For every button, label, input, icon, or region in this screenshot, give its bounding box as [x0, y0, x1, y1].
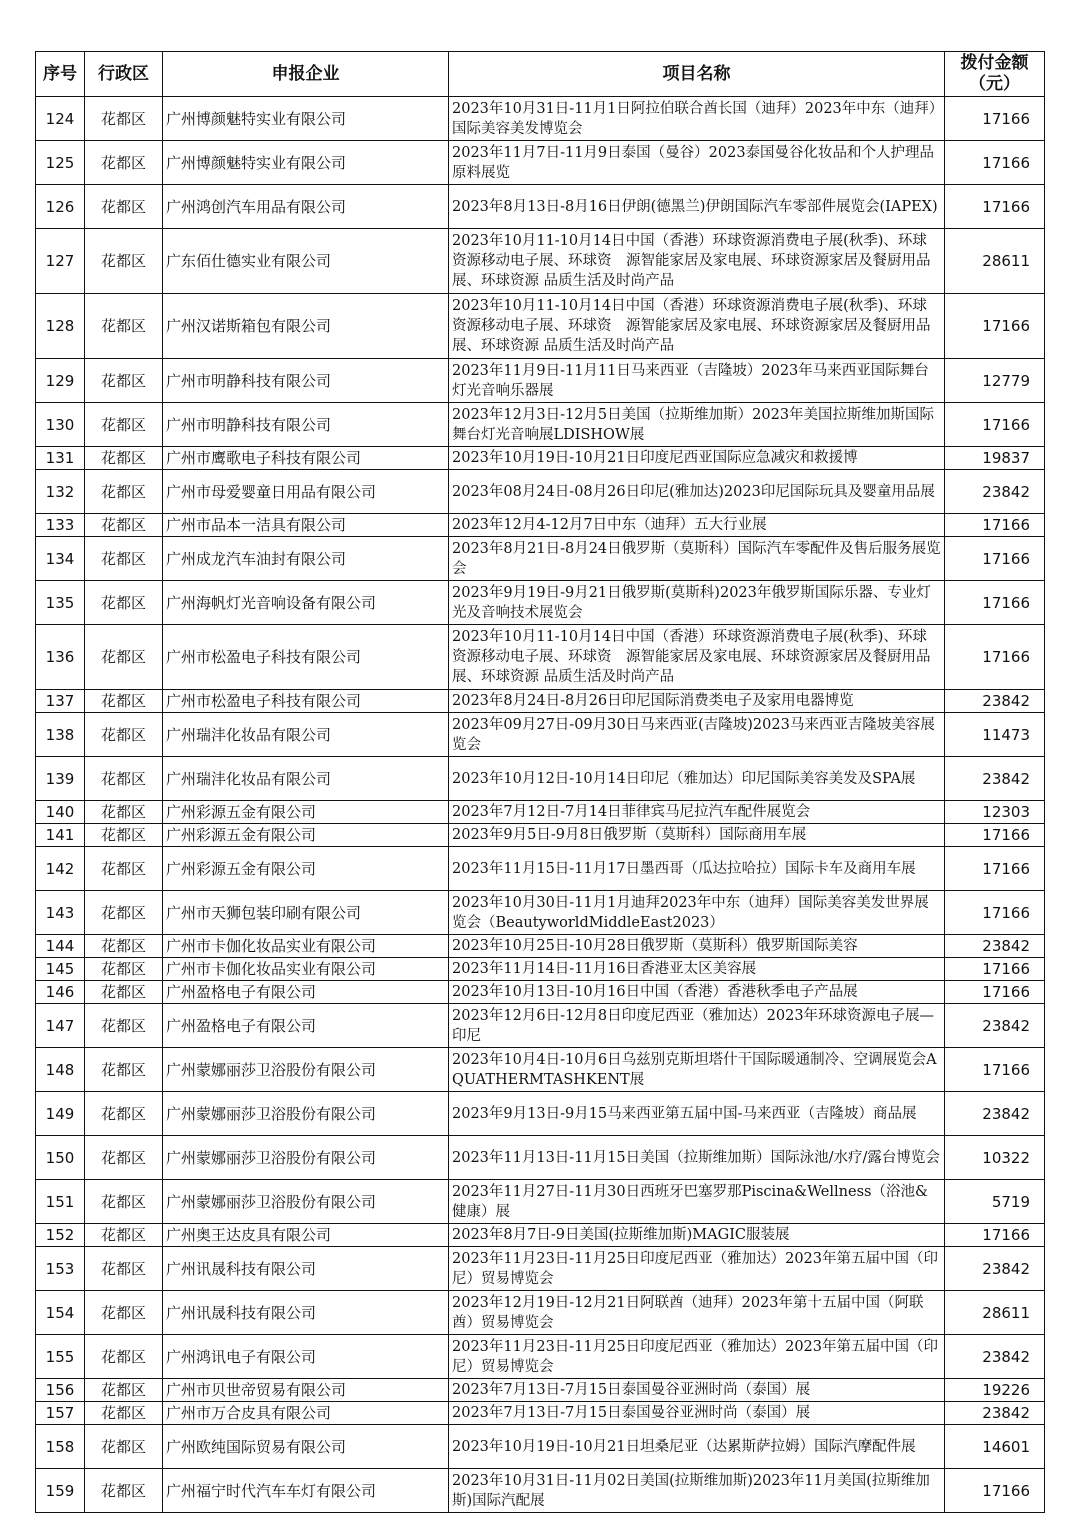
cell-project: 2023年11月23日-11月25日印度尼西亚（雅加达）2023年第五届中国（印尼）贸易博览会 [449, 1335, 945, 1379]
cell-serial-no: 132 [36, 470, 85, 514]
cell-company: 广州蒙娜丽莎卫浴股份有限公司 [163, 1092, 449, 1136]
cell-project: 2023年8月24日-8月26日印尼国际消费类电子及家用电器博览 [449, 690, 945, 713]
table-row [36, 824, 1045, 847]
table-row [36, 229, 1045, 294]
cell-company: 广州市明静科技有限公司 [163, 359, 449, 403]
cell-serial-no: 155 [36, 1335, 85, 1379]
cell-district: 花都区 [85, 1180, 163, 1224]
cell-company: 广州瑞沣化妆品有限公司 [163, 757, 449, 801]
table-row [36, 935, 1045, 958]
table-row [36, 1469, 1045, 1513]
cell-amount: 12779 [945, 359, 1045, 403]
cell-project: 2023年7月13日-7月15日泰国曼谷亚洲时尚（泰国）展 [449, 1402, 945, 1425]
cell-district: 花都区 [85, 1092, 163, 1136]
cell-district: 花都区 [85, 97, 163, 141]
cell-project: 2023年9月13日-9月15马来西亚第五届中国-马来西亚（吉隆坡）商品展 [449, 1092, 945, 1136]
table-row [36, 359, 1045, 403]
cell-serial-no: 153 [36, 1247, 85, 1291]
cell-serial-no: 140 [36, 801, 85, 824]
cell-serial-no: 143 [36, 891, 85, 935]
cell-amount: 17166 [945, 958, 1045, 981]
table-row [36, 514, 1045, 537]
cell-district: 花都区 [85, 935, 163, 958]
cell-district: 花都区 [85, 403, 163, 447]
cell-company: 广州市贝世帝贸易有限公司 [163, 1379, 449, 1402]
table-row [36, 847, 1045, 891]
cell-serial-no: 139 [36, 757, 85, 801]
table-row [36, 1247, 1045, 1291]
cell-serial-no: 136 [36, 625, 85, 690]
cell-district: 花都区 [85, 847, 163, 891]
cell-district: 花都区 [85, 470, 163, 514]
cell-company: 广州彩源五金有限公司 [163, 824, 449, 847]
cell-amount: 17166 [945, 891, 1045, 935]
table-row [36, 958, 1045, 981]
cell-project: 2023年11月7日-11月9日泰国（曼谷）2023泰国曼谷化妆品和个人护理品原料展览 [449, 141, 945, 185]
cell-serial-no: 152 [36, 1224, 85, 1247]
table-row [36, 537, 1045, 581]
cell-amount: 17166 [945, 185, 1045, 229]
table-row [36, 1004, 1045, 1048]
cell-amount: 17166 [945, 1224, 1045, 1247]
cell-district: 花都区 [85, 625, 163, 690]
cell-project: 2023年08月24日-08月26日印尼(雅加达)2023印尼国际玩具及婴童用品展 [449, 470, 945, 514]
cell-district: 花都区 [85, 229, 163, 294]
cell-company: 广州欧纯国际贸易有限公司 [163, 1425, 449, 1469]
cell-district: 花都区 [85, 514, 163, 537]
table-row [36, 1136, 1045, 1180]
cell-district: 花都区 [85, 359, 163, 403]
cell-amount: 23842 [945, 1247, 1045, 1291]
header-district: 行政区 [85, 52, 163, 97]
cell-amount: 17166 [945, 97, 1045, 141]
cell-serial-no: 138 [36, 713, 85, 757]
cell-company: 广州讯晟科技有限公司 [163, 1247, 449, 1291]
cell-district: 花都区 [85, 757, 163, 801]
cell-amount: 23842 [945, 1335, 1045, 1379]
cell-district: 花都区 [85, 185, 163, 229]
cell-project: 2023年09月27日-09月30日马来西亚(吉隆坡)2023马来西亚吉隆坡美容展览会 [449, 713, 945, 757]
cell-serial-no: 151 [36, 1180, 85, 1224]
cell-amount: 23842 [945, 935, 1045, 958]
cell-serial-no: 159 [36, 1469, 85, 1513]
cell-project: 2023年10月30日-11月1月迪拜2023年中东（迪拜）国际美容美发世界展览会（BeautyworldMiddleEast2023） [449, 891, 945, 935]
cell-project: 2023年12月4-12月7日中东（迪拜）五大行业展 [449, 514, 945, 537]
cell-company: 广州盈格电子有限公司 [163, 1004, 449, 1048]
cell-project: 2023年12月3日-12月5日美国（拉斯维加斯）2023年美国拉斯维加斯国际舞台灯光音响展LDISHOW展 [449, 403, 945, 447]
cell-serial-no: 127 [36, 229, 85, 294]
cell-amount: 17166 [945, 294, 1045, 359]
cell-serial-no: 149 [36, 1092, 85, 1136]
table-row [36, 757, 1045, 801]
cell-amount: 23842 [945, 470, 1045, 514]
cell-district: 花都区 [85, 891, 163, 935]
cell-company: 广州福宁时代汽车车灯有限公司 [163, 1469, 449, 1513]
cell-amount: 10322 [945, 1136, 1045, 1180]
cell-project: 2023年7月12日-7月14日菲律宾马尼拉汽车配件展览会 [449, 801, 945, 824]
table-row [36, 1425, 1045, 1469]
table-row [36, 185, 1045, 229]
cell-company: 广州成龙汽车油封有限公司 [163, 537, 449, 581]
cell-project: 2023年7月13日-7月15日泰国曼谷亚洲时尚（泰国）展 [449, 1379, 945, 1402]
cell-amount: 19226 [945, 1379, 1045, 1402]
cell-district: 花都区 [85, 1048, 163, 1092]
cell-amount: 17166 [945, 1048, 1045, 1092]
cell-district: 花都区 [85, 1469, 163, 1513]
cell-company: 广州博颜魅特实业有限公司 [163, 97, 449, 141]
cell-project: 2023年12月6日-12月8日印度尼西亚（雅加达）2023年环球资源电子展—印尼 [449, 1004, 945, 1048]
cell-amount: 23842 [945, 1004, 1045, 1048]
cell-serial-no: 158 [36, 1425, 85, 1469]
cell-district: 花都区 [85, 690, 163, 713]
cell-serial-no: 141 [36, 824, 85, 847]
table-row [36, 470, 1045, 514]
cell-company: 广州盈格电子有限公司 [163, 981, 449, 1004]
cell-amount: 14601 [945, 1425, 1045, 1469]
cell-project: 2023年10月11-10月14日中国（香港）环球资源消费电子展(秋季)、环球资源移动电子展、环球资 源智能家居及家电展、环球资源家居及餐厨用品展、环球资源 品质生活及时尚产品 [449, 294, 945, 359]
cell-district: 花都区 [85, 1247, 163, 1291]
cell-amount: 17166 [945, 981, 1045, 1004]
cell-serial-no: 146 [36, 981, 85, 1004]
cell-district: 花都区 [85, 1379, 163, 1402]
cell-company: 广州蒙娜丽莎卫浴股份有限公司 [163, 1048, 449, 1092]
cell-serial-no: 145 [36, 958, 85, 981]
allocation-table [35, 51, 1045, 1513]
cell-project: 2023年10月31日-11月02日美国(拉斯维加斯)2023年11月美国(拉斯维加斯)国际汽配展 [449, 1469, 945, 1513]
cell-district: 花都区 [85, 1224, 163, 1247]
table-body [36, 97, 1045, 1513]
cell-amount: 23842 [945, 1092, 1045, 1136]
table-row [36, 1335, 1045, 1379]
cell-amount: 17166 [945, 581, 1045, 625]
cell-amount: 17166 [945, 625, 1045, 690]
cell-company: 广州市天狮包装印刷有限公司 [163, 891, 449, 935]
cell-project: 2023年10月11-10月14日中国（香港）环球资源消费电子展(秋季)、环球资源移动电子展、环球资 源智能家居及家电展、环球资源家居及餐厨用品展、环球资源 品质生活及时尚产品 [449, 625, 945, 690]
table-row [36, 1048, 1045, 1092]
table-row [36, 1180, 1045, 1224]
table-row [36, 447, 1045, 470]
cell-serial-no: 154 [36, 1291, 85, 1335]
cell-company: 广州海帆灯光音响设备有限公司 [163, 581, 449, 625]
cell-district: 花都区 [85, 824, 163, 847]
cell-project: 2023年10月12日-10月14日印尼（雅加达）印尼国际美容美发及SPA展 [449, 757, 945, 801]
table-row [36, 713, 1045, 757]
cell-amount: 17166 [945, 824, 1045, 847]
cell-project: 2023年10月4日-10月6日乌兹别克斯坦塔什干国际暖通制冷、空调展览会AQUATHERMTASHKENT展 [449, 1048, 945, 1092]
cell-company: 广州市鹰歌电子科技有限公司 [163, 447, 449, 470]
cell-project: 2023年10月25日-10月28日俄罗斯（莫斯科）俄罗斯国际美容 [449, 935, 945, 958]
cell-amount: 17166 [945, 403, 1045, 447]
cell-company: 广州蒙娜丽莎卫浴股份有限公司 [163, 1136, 449, 1180]
table-row [36, 1092, 1045, 1136]
table-row [36, 1402, 1045, 1425]
cell-serial-no: 148 [36, 1048, 85, 1092]
cell-serial-no: 125 [36, 141, 85, 185]
table-row [36, 294, 1045, 359]
cell-district: 花都区 [85, 294, 163, 359]
cell-serial-no: 130 [36, 403, 85, 447]
cell-serial-no: 147 [36, 1004, 85, 1048]
cell-amount: 23842 [945, 1402, 1045, 1425]
cell-project: 2023年11月14日-11月16日香港亚太区美容展 [449, 958, 945, 981]
cell-serial-no: 128 [36, 294, 85, 359]
cell-district: 花都区 [85, 1291, 163, 1335]
cell-amount: 11473 [945, 713, 1045, 757]
table-row [36, 1379, 1045, 1402]
cell-company: 广州彩源五金有限公司 [163, 801, 449, 824]
cell-serial-no: 150 [36, 1136, 85, 1180]
cell-amount: 23842 [945, 757, 1045, 801]
cell-serial-no: 157 [36, 1402, 85, 1425]
cell-project: 2023年8月7日-9日美国(拉斯维加斯)MAGIC服装展 [449, 1224, 945, 1247]
cell-company: 广州市松盈电子科技有限公司 [163, 625, 449, 690]
cell-amount: 17166 [945, 514, 1045, 537]
cell-company: 广州市明静科技有限公司 [163, 403, 449, 447]
cell-serial-no: 156 [36, 1379, 85, 1402]
table-row [36, 981, 1045, 1004]
cell-project: 2023年10月19日-10月21日坦桑尼亚（达累斯萨拉姆）国际汽摩配件展 [449, 1425, 945, 1469]
header-amount: 拨付金额（元） [945, 52, 1045, 97]
table-header-row [36, 52, 1045, 97]
cell-amount: 17166 [945, 141, 1045, 185]
table-row [36, 1224, 1045, 1247]
table-row [36, 891, 1045, 935]
table-row [36, 141, 1045, 185]
cell-company: 广州市母爱婴童日用品有限公司 [163, 470, 449, 514]
table-row [36, 97, 1045, 141]
cell-serial-no: 133 [36, 514, 85, 537]
cell-company: 广州蒙娜丽莎卫浴股份有限公司 [163, 1180, 449, 1224]
header-project: 项目名称 [449, 52, 945, 97]
cell-amount: 12303 [945, 801, 1045, 824]
cell-company: 广州汉诺斯箱包有限公司 [163, 294, 449, 359]
cell-serial-no: 137 [36, 690, 85, 713]
cell-project: 2023年8月13日-8月16日伊朗(德黑兰)伊朗国际汽车零部件展览会(IAPEX) [449, 185, 945, 229]
cell-company: 广州鸿讯电子有限公司 [163, 1335, 449, 1379]
cell-company: 广州奥王达皮具有限公司 [163, 1224, 449, 1247]
cell-district: 花都区 [85, 1004, 163, 1048]
cell-amount: 17166 [945, 537, 1045, 581]
cell-project: 2023年10月19日-10月21日印度尼西亚国际应急减灾和救援博 [449, 447, 945, 470]
table-row [36, 403, 1045, 447]
cell-project: 2023年9月5日-9月8日俄罗斯（莫斯科）国际商用车展 [449, 824, 945, 847]
cell-serial-no: 142 [36, 847, 85, 891]
cell-serial-no: 134 [36, 537, 85, 581]
table-row [36, 625, 1045, 690]
cell-serial-no: 126 [36, 185, 85, 229]
cell-district: 花都区 [85, 447, 163, 470]
cell-company: 广州市松盈电子科技有限公司 [163, 690, 449, 713]
cell-company: 广州市卡伽化妆品实业有限公司 [163, 935, 449, 958]
table-row [36, 581, 1045, 625]
cell-project: 2023年10月11-10月14日中国（香港）环球资源消费电子展(秋季)、环球资源移动电子展、环球资 源智能家居及家电展、环球资源家居及餐厨用品展、环球资源 品质生活及时尚产品 [449, 229, 945, 294]
cell-project: 2023年12月19日-12月21日阿联酋（迪拜）2023年第十五届中国（阿联酋）贸易博览会 [449, 1291, 945, 1335]
cell-district: 花都区 [85, 958, 163, 981]
cell-project: 2023年10月13日-10月16日中国（香港）香港秋季电子产品展 [449, 981, 945, 1004]
cell-company: 广州彩源五金有限公司 [163, 847, 449, 891]
cell-serial-no: 124 [36, 97, 85, 141]
cell-project: 2023年11月23日-11月25日印度尼西亚（雅加达）2023年第五届中国（印尼）贸易博览会 [449, 1247, 945, 1291]
cell-company: 广州讯晟科技有限公司 [163, 1291, 449, 1335]
cell-district: 花都区 [85, 141, 163, 185]
cell-project: 2023年9月19日-9月21日俄罗斯(莫斯科)2023年俄罗斯国际乐器、专业灯光及音响技术展览会 [449, 581, 945, 625]
cell-district: 花都区 [85, 537, 163, 581]
cell-company: 广州市卡伽化妆品实业有限公司 [163, 958, 449, 981]
cell-project: 2023年10月31日-11月1日阿拉伯联合酋长国（迪拜）2023年中东（迪拜）国际美容美发博览会 [449, 97, 945, 141]
cell-amount: 28611 [945, 1291, 1045, 1335]
cell-project: 2023年8月21日-8月24日俄罗斯（莫斯科）国际汽车零配件及售后服务展览会 [449, 537, 945, 581]
cell-company: 广东佰仕德实业有限公司 [163, 229, 449, 294]
table-row [36, 801, 1045, 824]
cell-district: 花都区 [85, 981, 163, 1004]
cell-project: 2023年11月13日-11月15日美国（拉斯维加斯）国际泳池/水疗/露台博览会 [449, 1136, 945, 1180]
cell-amount: 19837 [945, 447, 1045, 470]
cell-district: 花都区 [85, 1136, 163, 1180]
cell-project: 2023年11月9日-11月11日马来西亚（吉隆坡）2023年马来西亚国际舞台灯光音响乐器展 [449, 359, 945, 403]
cell-district: 花都区 [85, 1402, 163, 1425]
cell-serial-no: 129 [36, 359, 85, 403]
table-row [36, 1291, 1045, 1335]
cell-serial-no: 144 [36, 935, 85, 958]
cell-project: 2023年11月27日-11月30日西班牙巴塞罗那Piscina&Wellness（浴池&健康）展 [449, 1180, 945, 1224]
table-row [36, 690, 1045, 713]
cell-district: 花都区 [85, 801, 163, 824]
cell-amount: 23842 [945, 690, 1045, 713]
header-company: 申报企业 [163, 52, 449, 97]
cell-amount: 28611 [945, 229, 1045, 294]
cell-district: 花都区 [85, 1425, 163, 1469]
cell-amount: 17166 [945, 1469, 1045, 1513]
cell-district: 花都区 [85, 581, 163, 625]
header-serial-no: 序号 [36, 52, 85, 97]
cell-company: 广州瑞沣化妆品有限公司 [163, 713, 449, 757]
cell-company: 广州市万合皮具有限公司 [163, 1402, 449, 1425]
cell-amount: 5719 [945, 1180, 1045, 1224]
cell-district: 花都区 [85, 713, 163, 757]
cell-serial-no: 131 [36, 447, 85, 470]
cell-company: 广州市品本一洁具有限公司 [163, 514, 449, 537]
cell-project: 2023年11月15日-11月17日墨西哥（瓜达拉哈拉）国际卡车及商用车展 [449, 847, 945, 891]
cell-serial-no: 135 [36, 581, 85, 625]
cell-company: 广州博颜魅特实业有限公司 [163, 141, 449, 185]
cell-company: 广州鸿创汽车用品有限公司 [163, 185, 449, 229]
cell-district: 花都区 [85, 1335, 163, 1379]
cell-amount: 17166 [945, 847, 1045, 891]
